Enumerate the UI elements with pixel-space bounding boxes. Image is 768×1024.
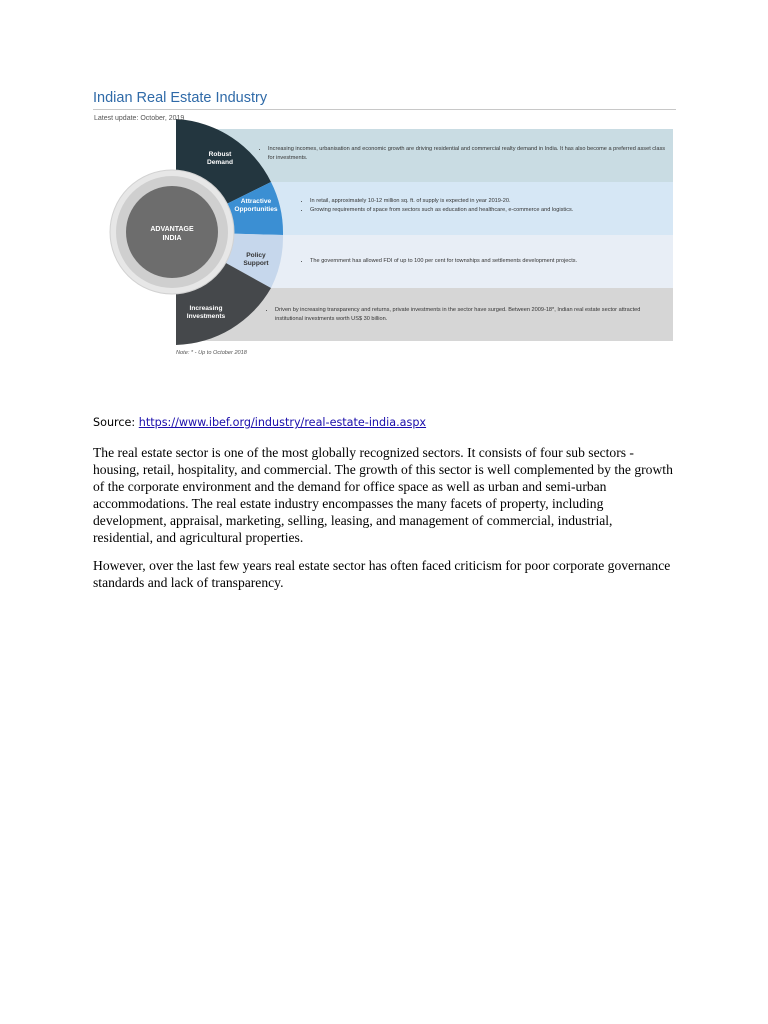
label-robust-demand: Robust Demand [206,151,233,166]
source-line [93,416,426,429]
source-label: Source: [93,416,136,429]
row-text-policy-support [300,257,672,266]
row-text-attractive-opportunities [300,197,670,215]
body-paragraph-2: However, over the last few years real estate sector has often faced criticism for poor corporate governance standards and lack of transparency. [93,558,671,590]
latest-update: Latest update: October, 2019 [94,115,185,122]
infographic-figure [90,80,678,370]
bullet: • Increasing incomes, urbanisation and economic growth are driving residential and commercial realty demand in India. It has also become a preferred asset class for investments. [268,145,670,163]
body-paragraph-1: The real estate sector is one of the most globally recognized sectors. It consists of four sub sectors - housing, retail, hospitality, and commercial. The growth of this sector is well complemented by the growth of the corporate environment and the demand for office space as well as urban and semi-urban accommodations. The real estate industry encompasses the many facets of property, including development, appraisal, marketing, selling, leasing, and management of commercial, industrial, residential, and agricultural properties. [93,445,673,545]
row-text-robust-demand [258,145,670,163]
row-text-increasing-investments [265,306,665,324]
bullet: • In retail, approximately 10-12 million sq. ft. of supply is expected in year 2019-20. [310,197,670,206]
bullet: • Growing requirements of space from sectors such as education and healthcare, e-commerce and logistics. [310,206,670,215]
label-policy-support: Policy Support [243,252,269,267]
figure-note: Note: * - Up to October 2018 [176,350,247,356]
figure-title: Indian Real Estate Industry [93,90,268,106]
bullet: • Driven by increasing transparency and returns, private investments in the sector have surged. Between 2009-18*, Indian real estate sector attracted institutional investments worth US$ 30 billion. [275,306,665,324]
source-link[interactable]: https://www.ibef.org/industry/real-estate-india.aspx [138,416,427,429]
advantage-india-label: ADVANTAGE INDIA [150,226,194,242]
label-attractive-opportunities: Attractive Opportunities [234,198,278,213]
bullet: • The government has allowed FDI of up to 100 per cent for townships and settlements development projects. [310,257,672,266]
label-increasing-investments: Increasing Investments [186,305,226,320]
title-divider [93,109,676,110]
